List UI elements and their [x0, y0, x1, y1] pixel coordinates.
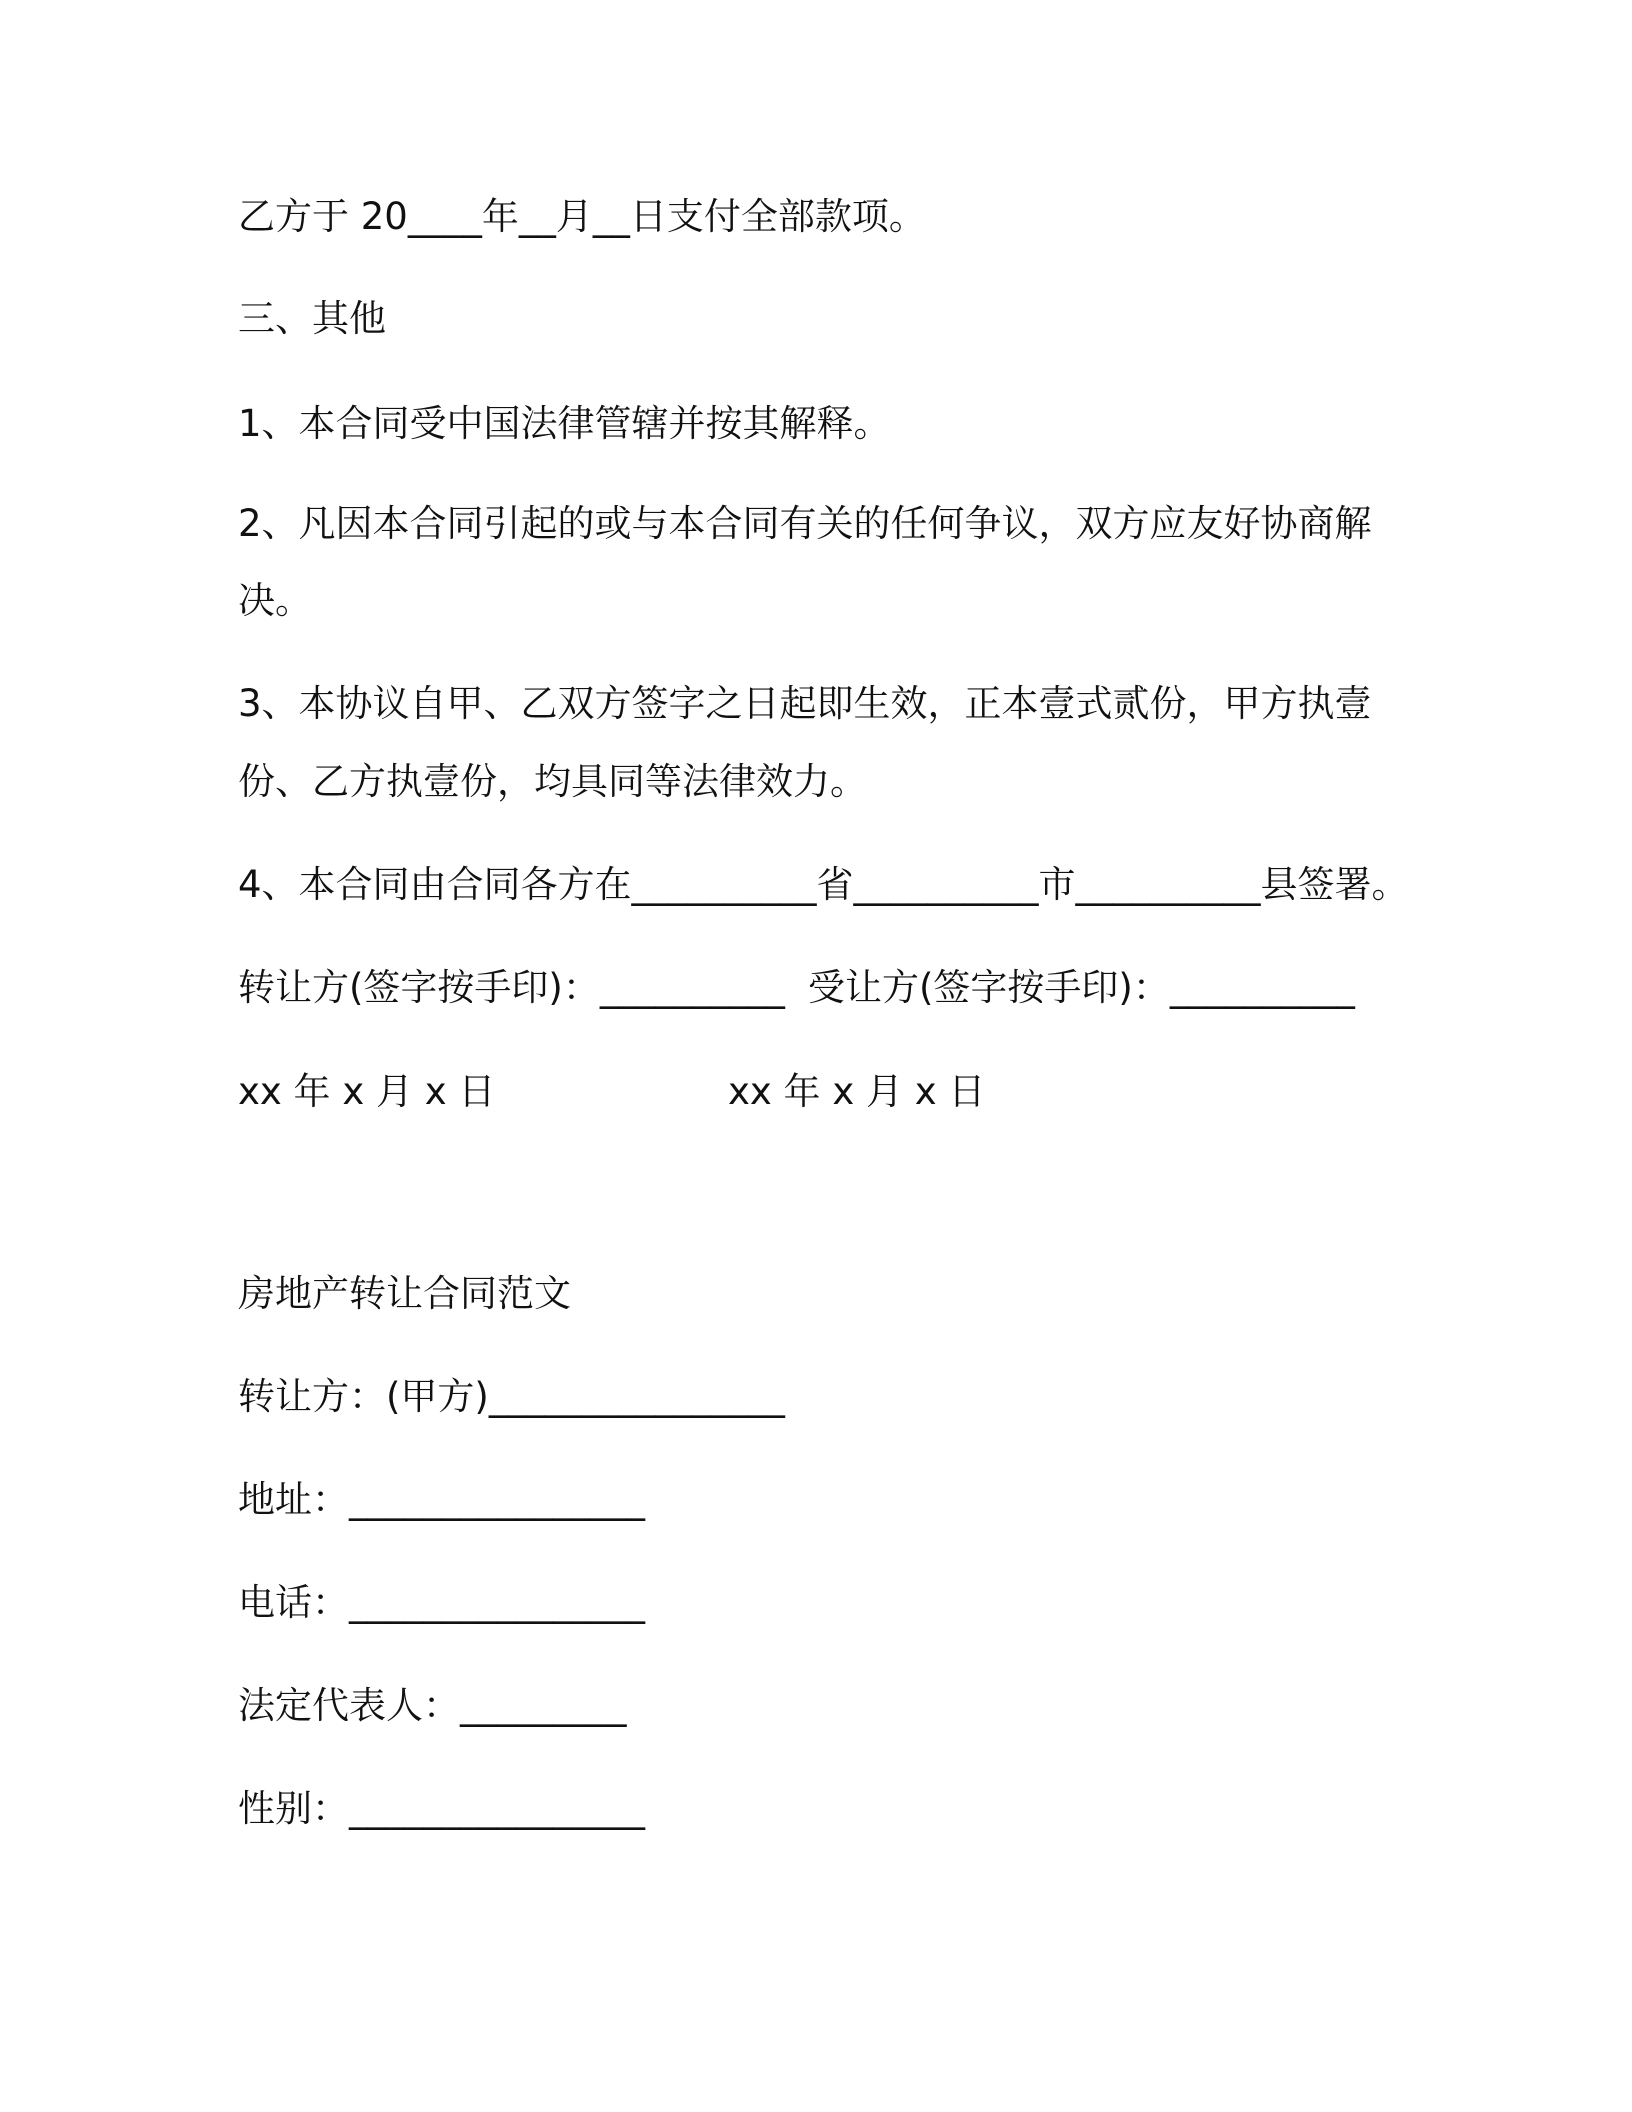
clause-1: 1、本合同受中国法律管辖并按其解释。 — [238, 402, 891, 445]
field-phone: 电话：________________ — [238, 1581, 645, 1624]
clause-2-line-2: 决。 — [238, 579, 312, 622]
clause-2-line-1: 2、凡因本合同引起的或与本合同有关的任何争议，双方应友好协商解 — [238, 502, 1372, 545]
payment-clause: 乙方于 20____年__月__日支付全部款项。 — [238, 195, 926, 238]
transferee-signature: 受让方(签字按手印)：__________ — [808, 966, 1355, 1009]
field-legal-representative: 法定代表人：_________ — [238, 1684, 627, 1727]
field-address: 地址：________________ — [238, 1478, 645, 1521]
section-heading-other: 三、其他 — [238, 297, 386, 340]
transferee-date: xx 年 x 月 x 日 — [728, 1070, 986, 1113]
clause-3-line-1: 3、本协议自甲、乙双方签字之日起即生效，正本壹式贰份，甲方执壹 — [238, 682, 1372, 725]
section-title: 房地产转让合同范文 — [238, 1272, 571, 1315]
clause-3-line-2: 份、乙方执壹份，均具同等法律效力。 — [238, 760, 867, 803]
transferor-signature: 转让方(签字按手印)：__________ — [238, 966, 785, 1009]
field-gender: 性别：________________ — [238, 1787, 645, 1830]
clause-4: 4、本合同由合同各方在__________省__________市__________县签署。 — [238, 863, 1409, 906]
transferor-date: xx 年 x 月 x 日 — [238, 1070, 496, 1113]
field-transferor: 转让方：(甲方)________________ — [238, 1375, 785, 1418]
